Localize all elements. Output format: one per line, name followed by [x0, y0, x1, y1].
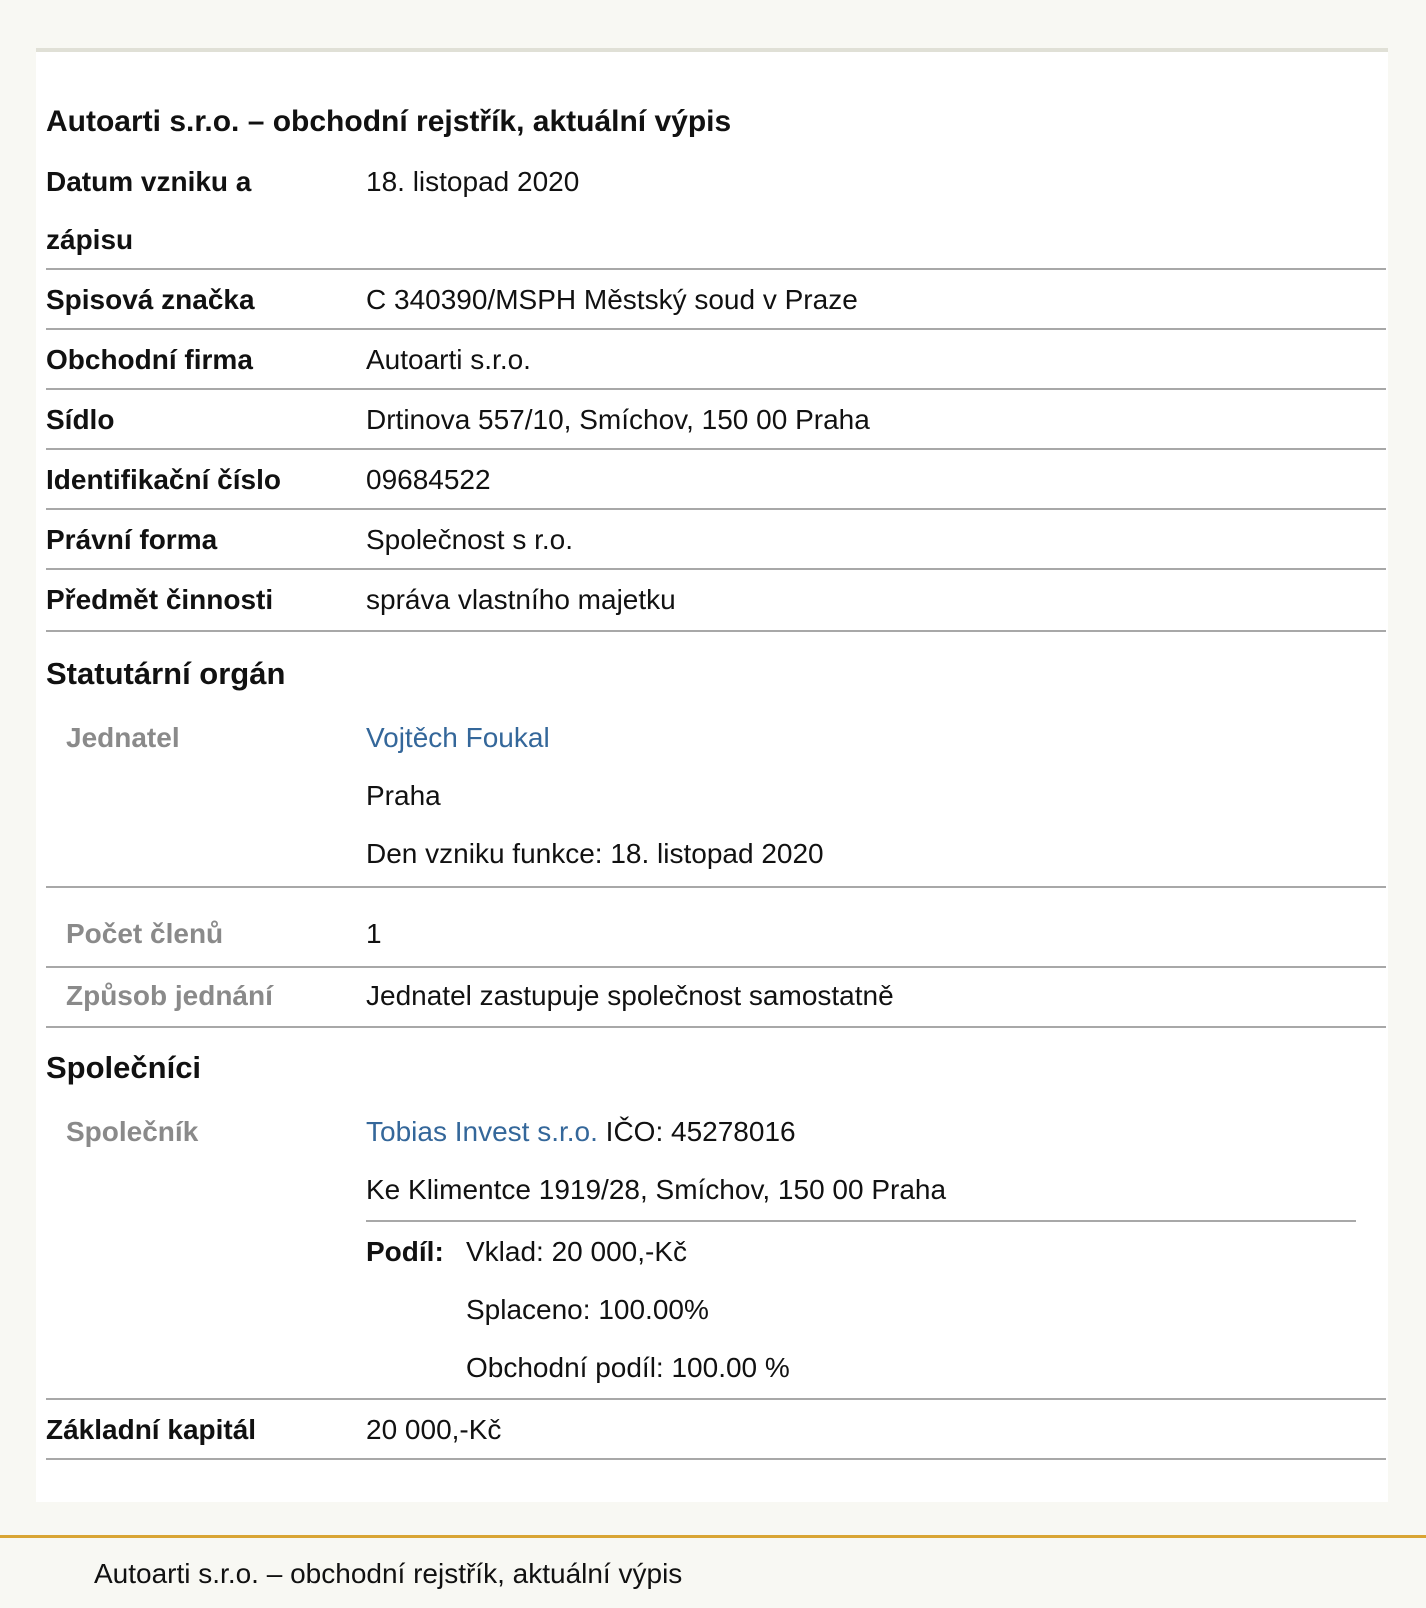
value-datum-vzniku: 18. listopad 2020 [366, 166, 580, 197]
row-zpusob-jednani [46, 966, 1386, 1028]
spolecnik-ico: IČO: 45278016 [605, 1116, 796, 1147]
value-splaceno: Splaceno: 100.00% [466, 1294, 709, 1325]
section-statutarni-organ: Statutární orgán [46, 656, 286, 691]
value-spisova-znacka: C 340390/MSPH Městský soud v Praze [366, 284, 858, 315]
row-datum-vzniku [46, 152, 1386, 270]
row-pocet-clenu [46, 904, 1386, 968]
value-spolecnik-name [366, 1102, 796, 1162]
value-jednatel-since: Den vzniku funkce: 18. listopad 2020 [366, 838, 824, 869]
row-pravni-forma [46, 510, 1386, 570]
label-spisova-znacka: Spisová značka [46, 284, 255, 315]
value-pravni-forma: Společnost s r.o. [366, 524, 574, 555]
label-identifikacni-cislo: Identifikační číslo [46, 464, 281, 495]
row-jednatel [46, 708, 1386, 888]
section-spolecnici: Společníci [46, 1050, 202, 1085]
label-predmet-cinnosti: Předmět činnosti [46, 584, 274, 615]
value-zpusob-jednani: Jednatel zastupuje společnost samostatně [366, 980, 894, 1011]
row-obchodni-firma [46, 330, 1386, 390]
label-spolecnik: Společník [66, 1116, 199, 1147]
value-obchodni-firma: Autoarti s.r.o. [366, 344, 531, 375]
row-spisova-znacka [46, 270, 1386, 330]
value-vklad: Vklad: 20 000,-Kč [466, 1236, 688, 1267]
register-card [36, 48, 1388, 1502]
row-predmet-cinnosti [46, 570, 1386, 632]
label-pocet-clenu: Počet členů [66, 918, 224, 949]
value-pocet-clenu: 1 [366, 918, 382, 949]
value-sidlo: Drtinova 557/10, Smíchov, 150 00 Praha [366, 404, 870, 435]
jednatel-link[interactable]: Vojtěch Foukal [366, 722, 550, 753]
value-jednatel-name [366, 708, 550, 768]
row-spolecnik [46, 1102, 1386, 1400]
label-datum-vzniku-line2: zápisu [46, 224, 134, 255]
value-identifikacni-cislo: 09684522 [366, 464, 491, 495]
label-datum-vzniku-line1: Datum vzniku a [46, 166, 252, 197]
value-zakladni-kapital: 20 000,-Kč [366, 1414, 502, 1445]
label-zakladni-kapital: Základní kapitál [46, 1414, 257, 1445]
page-title: Autoarti s.r.o. – obchodní rejstřík, aktuální výpis [46, 105, 732, 138]
footer-title: Autoarti s.r.o. – obchodní rejstřík, aktuální výpis [94, 1558, 683, 1589]
label-jednatel: Jednatel [66, 722, 180, 753]
value-predmet-cinnosti: správa vlastního majetku [366, 584, 676, 615]
label-podil: Podíl: [366, 1236, 444, 1267]
label-pravni-forma: Právní forma [46, 524, 218, 555]
spolecnik-link[interactable]: Tobias Invest s.r.o. [366, 1116, 598, 1147]
label-obchodni-firma: Obchodní firma [46, 344, 253, 375]
footer-accent-bar [0, 1535, 1426, 1538]
row-identifikacni-cislo [46, 450, 1386, 510]
value-spolecnik-address: Ke Klimentce 1919/28, Smíchov, 150 00 Praha [366, 1174, 947, 1205]
value-obchodni-podil: Obchodní podíl: 100.00 % [466, 1352, 790, 1383]
label-sidlo: Sídlo [46, 404, 115, 435]
row-sidlo [46, 390, 1386, 450]
label-zpusob-jednani: Způsob jednání [66, 980, 273, 1011]
row-zakladni-kapital [46, 1400, 1386, 1460]
value-jednatel-city: Praha [366, 780, 441, 811]
